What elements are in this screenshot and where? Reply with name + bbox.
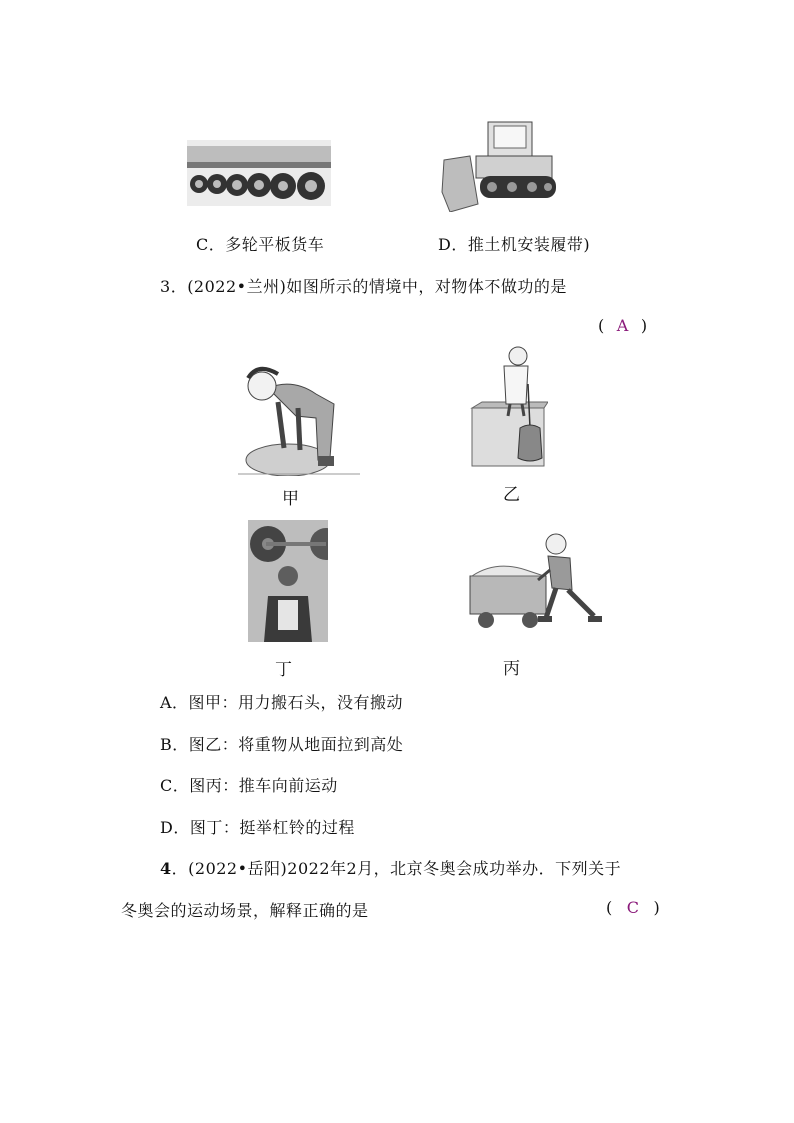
- question-3-text: ．(2022•兰州)如图所示的情境中，对物体不做功的是: [170, 277, 567, 296]
- figure-d-caption: D．推土机安装履带): [438, 235, 591, 254]
- figure-jia-lifting-rock: [238, 358, 360, 476]
- figure-yi-label: 乙: [503, 485, 520, 505]
- figure-ding-label: 丁: [275, 660, 292, 680]
- figure-ding-weightlifter: [248, 520, 328, 642]
- figure-yi-pulling-bag: [470, 344, 548, 468]
- question-4-answer: C: [626, 898, 640, 917]
- figure-jia-label: 甲: [282, 489, 299, 509]
- question-3-option-b: B．图乙：将重物从地面拉到高处: [160, 735, 404, 754]
- question-3-answer: A: [616, 316, 629, 335]
- figure-bing-label: 丙: [503, 659, 520, 679]
- question-4-answer-box: ( C ): [606, 898, 661, 917]
- bulldozer-image: [440, 112, 560, 212]
- figure-c-caption: C．多轮平板货车: [196, 235, 325, 254]
- question-3-option-d: D．图丁：挺举杠铃的过程: [160, 818, 355, 837]
- question-3-option-c: C．图丙：推车向前运动: [160, 776, 338, 795]
- flatbed-truck-image: [187, 140, 331, 206]
- question-3-stem: [160, 274, 567, 297]
- figure-bing-pushing-cart: [466, 530, 610, 630]
- question-3-option-a: A．图甲：用力搬石头，没有搬动: [160, 693, 404, 712]
- question-3-answer-box: ( A ): [598, 316, 648, 335]
- question-4-stem-line2: 冬奥会的运动场景，解释正确的是: [121, 901, 369, 920]
- question-4-stem-line1: [160, 856, 621, 879]
- question-4-text-line1: ．(2022•岳阳)2022年2月，北京冬奥会成功举办．下列关于: [171, 859, 622, 878]
- question-4-number: 4: [160, 859, 172, 878]
- question-3-number: 3: [160, 277, 171, 296]
